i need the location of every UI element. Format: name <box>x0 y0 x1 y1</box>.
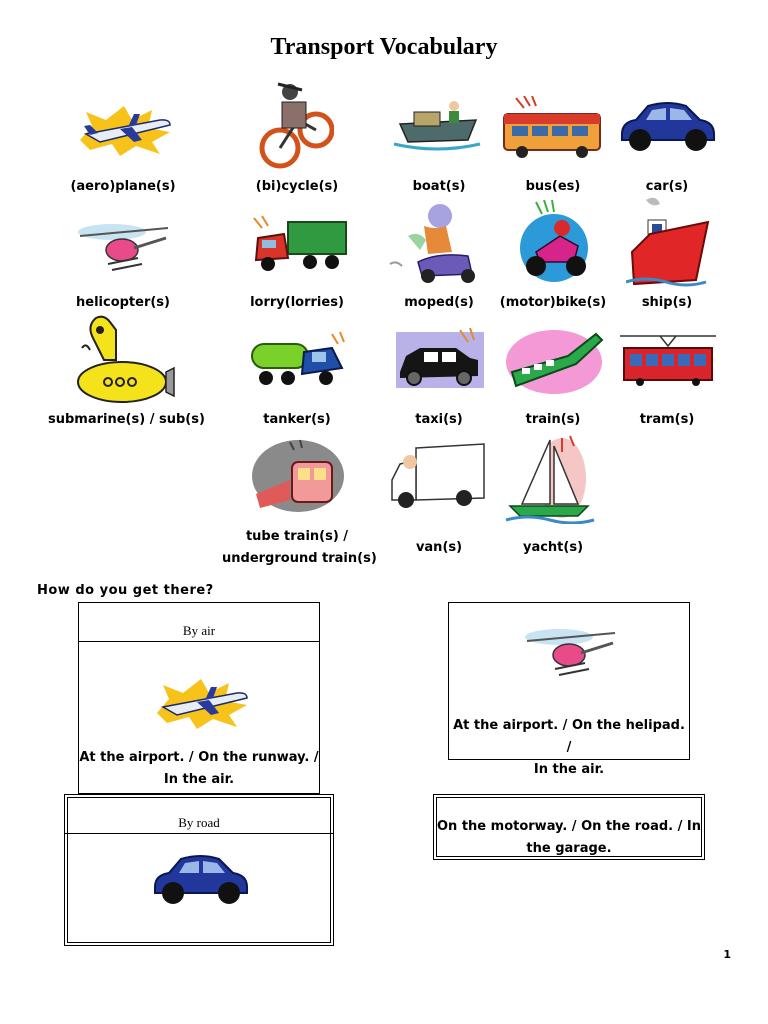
car-icon <box>616 98 720 154</box>
vocab-label: lorry(lorries) <box>250 295 344 310</box>
yacht-icon <box>504 432 596 524</box>
vocab-label: taxi(s) <box>415 412 463 427</box>
box-heading: By road <box>65 795 333 834</box>
vocab-label: van(s) <box>415 540 463 555</box>
helicopter-box <box>448 602 690 777</box>
page-number: 1 <box>723 948 731 961</box>
lorry-icon <box>250 214 350 274</box>
box-text-line: In the air. <box>163 772 235 787</box>
airplane-icon <box>149 673 249 731</box>
vocab-label: train(s) <box>525 412 581 427</box>
helicopter-icon <box>519 621 619 681</box>
submarine-icon <box>74 312 176 406</box>
vocab-label: tram(s) <box>639 412 695 427</box>
vocab-label: (bi)cycle(s) <box>255 179 339 194</box>
train-icon <box>504 326 604 396</box>
bus-icon <box>500 96 604 158</box>
van-icon <box>388 440 488 510</box>
car-icon <box>149 851 249 907</box>
vocab-label: helicopter(s) <box>76 295 170 310</box>
section-question: How do you get there? <box>37 583 214 598</box>
by-air-box <box>78 602 320 794</box>
by-road-box <box>64 794 334 946</box>
box-text <box>434 816 704 860</box>
vocab-label-line: tube train(s) / <box>245 529 349 544</box>
airplane-icon <box>72 98 176 158</box>
box-text-line: At the airport. / On the helipad. / <box>453 718 685 755</box>
vocab-label: (aero)plane(s) <box>70 179 176 194</box>
tram-icon <box>620 334 716 388</box>
box-text <box>79 747 319 791</box>
vocab-label: submarine(s) / sub(s) <box>48 412 205 427</box>
vocab-label: yacht(s) <box>522 540 584 555</box>
box-text-line: On the motorway. / On the road. / In <box>437 819 701 834</box>
page-title: Transport Vocabulary <box>270 34 498 60</box>
vocab-label: boat(s) <box>412 179 466 194</box>
box-heading: By air <box>79 603 319 642</box>
taxi-icon <box>390 328 490 392</box>
vocab-label: car(s) <box>645 179 689 194</box>
box-text-line: In the air. <box>533 762 605 777</box>
vocab-label: moped(s) <box>404 295 474 310</box>
ship-icon <box>626 194 714 288</box>
vocab-label-line: underground train(s) <box>222 551 377 566</box>
vocab-label <box>222 526 377 570</box>
bicycle-icon <box>258 80 334 172</box>
motorbike-icon <box>516 200 592 284</box>
vocab-label: ship(s) <box>641 295 693 310</box>
tube-train-icon <box>250 438 346 514</box>
boat-icon <box>392 98 482 154</box>
box-text-line: the garage. <box>526 841 612 856</box>
box-text-line: At the airport. / On the runway. / <box>79 750 319 765</box>
vocab-label: bus(es) <box>525 179 581 194</box>
vocab-label: tanker(s) <box>263 412 331 427</box>
motorway-box <box>433 794 705 860</box>
box-text <box>449 715 689 781</box>
vocab-label: (motor)bike(s) <box>499 295 607 310</box>
moped-icon <box>388 200 488 284</box>
tanker-icon <box>248 330 350 390</box>
helicopter-icon <box>72 214 176 276</box>
